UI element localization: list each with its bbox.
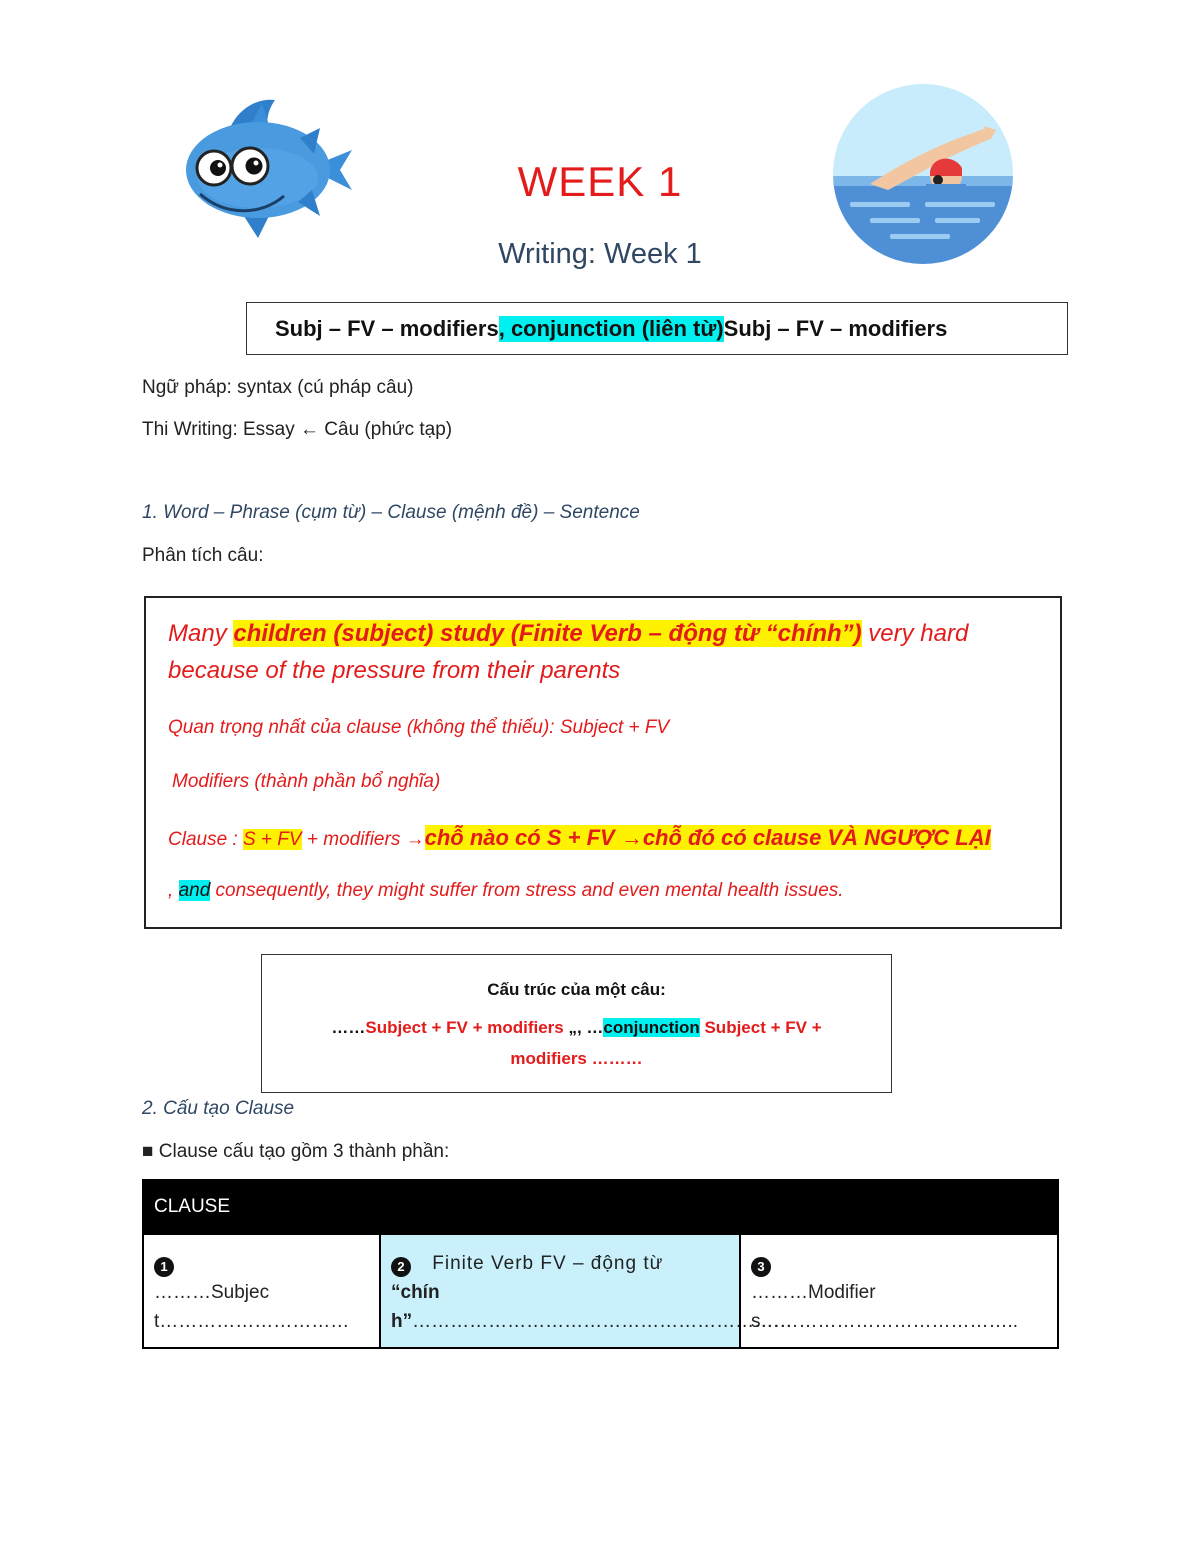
clause-cell-finite-verb	[381, 1235, 793, 1347]
example-sentence-line-1: Many children (subject) study (Finite Verb – động từ “chính”) very hard	[168, 620, 969, 647]
example-sentence-line-2: because of the pressure from their parents	[168, 657, 621, 684]
clause-table-header: CLAUSE	[142, 1179, 1059, 1235]
consequence-line: , and consequently, they might suffer from stress and even mental health issues.	[168, 880, 844, 901]
clause-cell-modifiers	[741, 1235, 1057, 1347]
clause-cell-subject	[144, 1235, 381, 1347]
clause-rule: Clause : S + FV + modifiers →chỗ nào có S + FV →chỗ đó có clause VÀ NGƯỢC LẠI	[168, 825, 991, 850]
modifiers-note: Modifiers (thành phần bổ nghĩa)	[172, 771, 441, 792]
analysis-label: Phân tích câu:	[142, 545, 264, 566]
section-2-heading: 2. Cấu tạo Clause	[142, 1098, 295, 1119]
structure-title: Cấu trúc của một câu:	[487, 980, 666, 999]
formula-conjunction: , conjunction (liên từ)	[498, 315, 724, 341]
structure-line-1: ……Subject + FV + modifiers „, …conjunction Subject + FV +	[331, 1018, 822, 1037]
modifiers-text: ………Modifiers…………………………………..	[751, 1282, 1019, 1332]
formula-part-3: Subj – FV – modifiers	[723, 315, 948, 341]
subject-verb-highlight: children (subject) study (Finite Verb – động từ “chính”)	[233, 620, 862, 647]
number-3-icon: 3	[751, 1257, 771, 1277]
formula-box	[246, 302, 1068, 355]
number-2-icon: 2	[391, 1257, 411, 1277]
page-subtitle: Writing: Week 1	[498, 238, 702, 270]
conjunction-highlight: conjunction	[603, 1018, 700, 1037]
grammar-line: Ngữ pháp: syntax (cú pháp câu)	[142, 377, 414, 398]
and-highlight: and	[178, 880, 211, 901]
analysis-box	[144, 596, 1062, 929]
number-1-icon: 1	[154, 1257, 174, 1277]
week-title: WEEK 1	[517, 158, 683, 205]
formula-part-1: Subj – FV – modifiers	[275, 315, 499, 341]
s-fv-highlight: S + FV	[242, 829, 302, 850]
clause-rule-highlight: chỗ nào có S + FV →chỗ đó có clause VÀ NGƯỢC LẠI	[424, 825, 991, 850]
structure-line-2: modifiers ………	[510, 1049, 643, 1068]
subject-text: ………Subject…………………………	[154, 1282, 350, 1332]
bullet-line: ■ Clause cấu tạo gồm 3 thành phần:	[142, 1141, 450, 1162]
finite-verb-dots: “chính”……………………………………………………	[391, 1282, 793, 1332]
clause-table-row	[142, 1235, 1059, 1349]
important-note: Quan trọng nhất của clause (không thể thiếu): Subject + FV	[168, 717, 670, 738]
section-1-heading: 1. Word – Phrase (cụm từ) – Clause (mệnh đề) – Sentence	[142, 502, 640, 523]
sentence-structure-box	[261, 954, 892, 1093]
finite-verb-text: Finite Verb FV – động từ	[432, 1253, 664, 1274]
exam-line: Thi Writing: Essay ← Câu (phức tạp)	[142, 419, 453, 440]
